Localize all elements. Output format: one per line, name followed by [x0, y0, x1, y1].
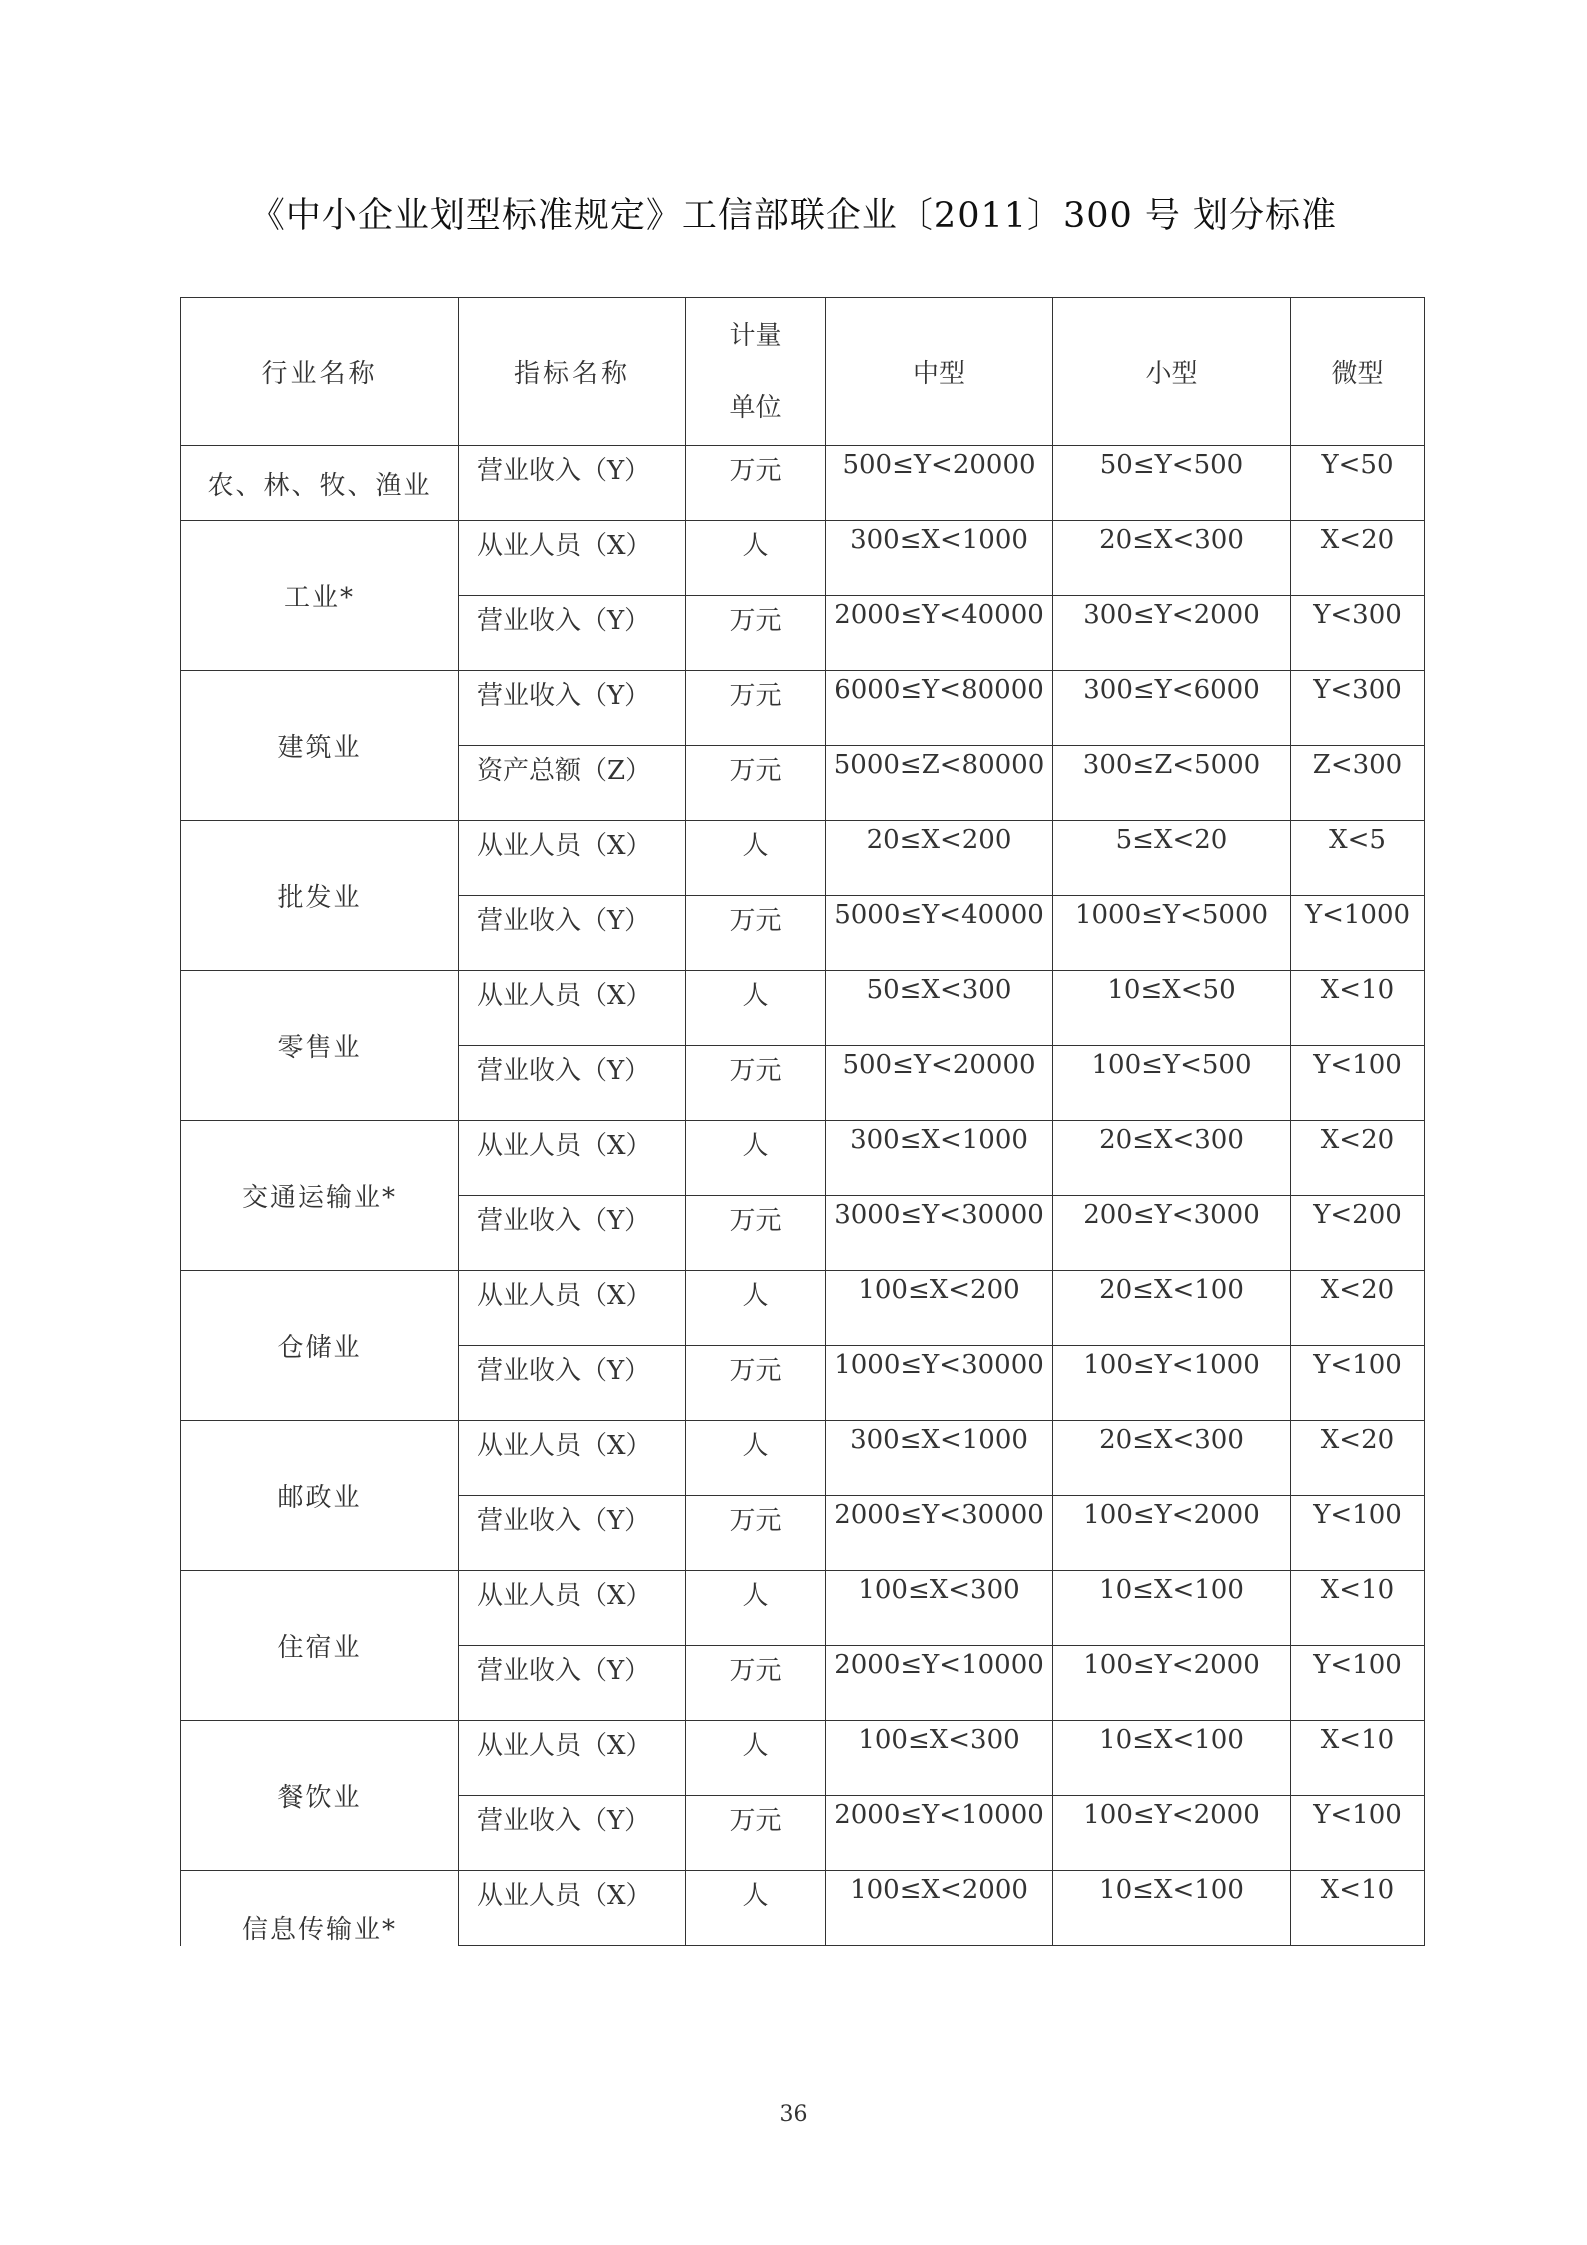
- header-unit-line1: 计量: [729, 320, 782, 351]
- header-medium: 中型: [826, 298, 1053, 446]
- indicator-name-cell: 从业人员（X）: [459, 1271, 686, 1346]
- header-row: [181, 298, 1425, 446]
- header-indicator-name: 指标名称: [459, 298, 686, 446]
- micro-threshold-cell: X<10: [1291, 1871, 1425, 1946]
- medium-threshold-cell: 300≤X<1000: [826, 1421, 1053, 1496]
- small-threshold-cell: 300≤Z<5000: [1053, 746, 1291, 821]
- indicator-name-cell: 营业收入（Y）: [459, 1646, 686, 1721]
- small-threshold-cell: 100≤Y<2000: [1053, 1646, 1291, 1721]
- indicator-name-cell: 从业人员（X）: [459, 1871, 686, 1946]
- indicator-name-cell: 从业人员（X）: [459, 1121, 686, 1196]
- indicator-name-cell: 从业人员（X）: [459, 1721, 686, 1796]
- unit-cell: 人: [686, 1271, 826, 1346]
- micro-threshold-cell: X<10: [1291, 971, 1425, 1046]
- indicator-name-cell: 营业收入（Y）: [459, 896, 686, 971]
- unit-cell: 人: [686, 1121, 826, 1196]
- header-unit: [686, 298, 826, 446]
- unit-cell: 人: [686, 521, 826, 596]
- unit-cell: 人: [686, 1871, 826, 1946]
- medium-threshold-cell: 300≤X<1000: [826, 1121, 1053, 1196]
- micro-threshold-cell: Y<100: [1291, 1646, 1425, 1721]
- medium-threshold-cell: 100≤X<300: [826, 1721, 1053, 1796]
- small-threshold-cell: 20≤X<300: [1053, 1121, 1291, 1196]
- indicator-name-cell: 营业收入（Y）: [459, 446, 686, 521]
- small-threshold-cell: 100≤Y<500: [1053, 1046, 1291, 1121]
- medium-threshold-cell: 100≤X<200: [826, 1271, 1053, 1346]
- micro-threshold-cell: Y<50: [1291, 446, 1425, 521]
- unit-cell: 万元: [686, 1496, 826, 1571]
- table-row: [181, 446, 1425, 521]
- medium-threshold-cell: 2000≤Y<30000: [826, 1496, 1053, 1571]
- indicator-name-cell: 从业人员（X）: [459, 1421, 686, 1496]
- small-threshold-cell: 1000≤Y<5000: [1053, 896, 1291, 971]
- table-row: [181, 971, 1425, 1046]
- medium-threshold-cell: 2000≤Y<40000: [826, 596, 1053, 671]
- header-micro: 微型: [1291, 298, 1425, 446]
- small-threshold-cell: 5≤X<20: [1053, 821, 1291, 896]
- micro-threshold-cell: Y<100: [1291, 1346, 1425, 1421]
- industry-name-cell: 零售业: [181, 971, 459, 1121]
- micro-threshold-cell: X<20: [1291, 1121, 1425, 1196]
- classification-standards-table: [180, 297, 1425, 1946]
- table-row: [181, 1121, 1425, 1196]
- small-threshold-cell: 20≤X<300: [1053, 521, 1291, 596]
- indicator-name-cell: 营业收入（Y）: [459, 1796, 686, 1871]
- medium-threshold-cell: 100≤X<300: [826, 1571, 1053, 1646]
- micro-threshold-cell: Y<100: [1291, 1796, 1425, 1871]
- header-small: 小型: [1053, 298, 1291, 446]
- industry-name-cell: 批发业: [181, 821, 459, 971]
- micro-threshold-cell: Y<1000: [1291, 896, 1425, 971]
- small-threshold-cell: 10≤X<100: [1053, 1721, 1291, 1796]
- small-threshold-cell: 300≤Y<6000: [1053, 671, 1291, 746]
- unit-cell: 万元: [686, 746, 826, 821]
- medium-threshold-cell: 300≤X<1000: [826, 521, 1053, 596]
- industry-name-cell: 邮政业: [181, 1421, 459, 1571]
- medium-threshold-cell: 6000≤Y<80000: [826, 671, 1053, 746]
- medium-threshold-cell: 20≤X<200: [826, 821, 1053, 896]
- unit-cell: 万元: [686, 1346, 826, 1421]
- unit-cell: 万元: [686, 446, 826, 521]
- micro-threshold-cell: X<20: [1291, 1271, 1425, 1346]
- small-threshold-cell: 10≤X<50: [1053, 971, 1291, 1046]
- medium-threshold-cell: 1000≤Y<30000: [826, 1346, 1053, 1421]
- industry-name-cell: 工业*: [181, 521, 459, 671]
- table-row: [181, 521, 1425, 596]
- medium-threshold-cell: 3000≤Y<30000: [826, 1196, 1053, 1271]
- indicator-name-cell: 从业人员（X）: [459, 1571, 686, 1646]
- medium-threshold-cell: 2000≤Y<10000: [826, 1796, 1053, 1871]
- indicator-name-cell: 营业收入（Y）: [459, 1196, 686, 1271]
- header-industry-name: 行业名称: [181, 298, 459, 446]
- indicator-name-cell: 资产总额（Z）: [459, 746, 686, 821]
- medium-threshold-cell: 500≤Y<20000: [826, 1046, 1053, 1121]
- industry-name-cell: 建筑业: [181, 671, 459, 821]
- industry-name-cell: 农、林、牧、渔业: [181, 446, 459, 521]
- unit-cell: 万元: [686, 671, 826, 746]
- industry-name-cell: 交通运输业*: [181, 1121, 459, 1271]
- industry-name-cell: 信息传输业*: [181, 1871, 459, 1946]
- indicator-name-cell: 营业收入（Y）: [459, 596, 686, 671]
- micro-threshold-cell: X<20: [1291, 1421, 1425, 1496]
- small-threshold-cell: 200≤Y<3000: [1053, 1196, 1291, 1271]
- unit-cell: 人: [686, 1421, 826, 1496]
- micro-threshold-cell: X<10: [1291, 1721, 1425, 1796]
- small-threshold-cell: 10≤X<100: [1053, 1871, 1291, 1946]
- unit-cell: 万元: [686, 1796, 826, 1871]
- small-threshold-cell: 100≤Y<2000: [1053, 1796, 1291, 1871]
- unit-cell: 万元: [686, 896, 826, 971]
- table-row: [181, 1871, 1425, 1946]
- small-threshold-cell: 20≤X<100: [1053, 1271, 1291, 1346]
- micro-threshold-cell: Y<300: [1291, 596, 1425, 671]
- table-row: [181, 1721, 1425, 1796]
- indicator-name-cell: 从业人员（X）: [459, 821, 686, 896]
- indicator-name-cell: 营业收入（Y）: [459, 1346, 686, 1421]
- micro-threshold-cell: Y<200: [1291, 1196, 1425, 1271]
- unit-cell: 万元: [686, 1646, 826, 1721]
- small-threshold-cell: 10≤X<100: [1053, 1571, 1291, 1646]
- unit-cell: 万元: [686, 1046, 826, 1121]
- medium-threshold-cell: 5000≤Y<40000: [826, 896, 1053, 971]
- page-title: 《中小企业划型标准规定》工信部联企业〔2011〕300 号 划分标准: [249, 196, 1338, 236]
- indicator-name-cell: 从业人员（X）: [459, 971, 686, 1046]
- small-threshold-cell: 300≤Y<2000: [1053, 596, 1291, 671]
- header-unit-line2: 单位: [729, 392, 782, 423]
- table-body: [181, 446, 1425, 1946]
- indicator-name-cell: 营业收入（Y）: [459, 1496, 686, 1571]
- small-threshold-cell: 50≤Y<500: [1053, 446, 1291, 521]
- table-row: [181, 1271, 1425, 1346]
- industry-name-cell: 餐饮业: [181, 1721, 459, 1871]
- indicator-name-cell: 从业人员（X）: [459, 521, 686, 596]
- unit-cell: 人: [686, 1571, 826, 1646]
- micro-threshold-cell: Y<300: [1291, 671, 1425, 746]
- unit-cell: 人: [686, 1721, 826, 1796]
- table-row: [181, 1571, 1425, 1646]
- table-header: [181, 298, 1425, 446]
- medium-threshold-cell: 50≤X<300: [826, 971, 1053, 1046]
- industry-name-cell: 住宿业: [181, 1571, 459, 1721]
- medium-threshold-cell: 100≤X<2000: [826, 1871, 1053, 1946]
- page-number: 36: [779, 2102, 808, 2127]
- micro-threshold-cell: Z<300: [1291, 746, 1425, 821]
- unit-cell: 人: [686, 971, 826, 1046]
- table-row: [181, 1421, 1425, 1496]
- unit-cell: 万元: [686, 596, 826, 671]
- small-threshold-cell: 100≤Y<1000: [1053, 1346, 1291, 1421]
- micro-threshold-cell: X<20: [1291, 521, 1425, 596]
- indicator-name-cell: 营业收入（Y）: [459, 1046, 686, 1121]
- table-row: [181, 821, 1425, 896]
- micro-threshold-cell: Y<100: [1291, 1046, 1425, 1121]
- small-threshold-cell: 20≤X<300: [1053, 1421, 1291, 1496]
- small-threshold-cell: 100≤Y<2000: [1053, 1496, 1291, 1571]
- medium-threshold-cell: 2000≤Y<10000: [826, 1646, 1053, 1721]
- medium-threshold-cell: 500≤Y<20000: [826, 446, 1053, 521]
- indicator-name-cell: 营业收入（Y）: [459, 671, 686, 746]
- micro-threshold-cell: Y<100: [1291, 1496, 1425, 1571]
- micro-threshold-cell: X<10: [1291, 1571, 1425, 1646]
- table-row: [181, 671, 1425, 746]
- unit-cell: 人: [686, 821, 826, 896]
- industry-name-cell: 仓储业: [181, 1271, 459, 1421]
- medium-threshold-cell: 5000≤Z<80000: [826, 746, 1053, 821]
- micro-threshold-cell: X<5: [1291, 821, 1425, 896]
- unit-cell: 万元: [686, 1196, 826, 1271]
